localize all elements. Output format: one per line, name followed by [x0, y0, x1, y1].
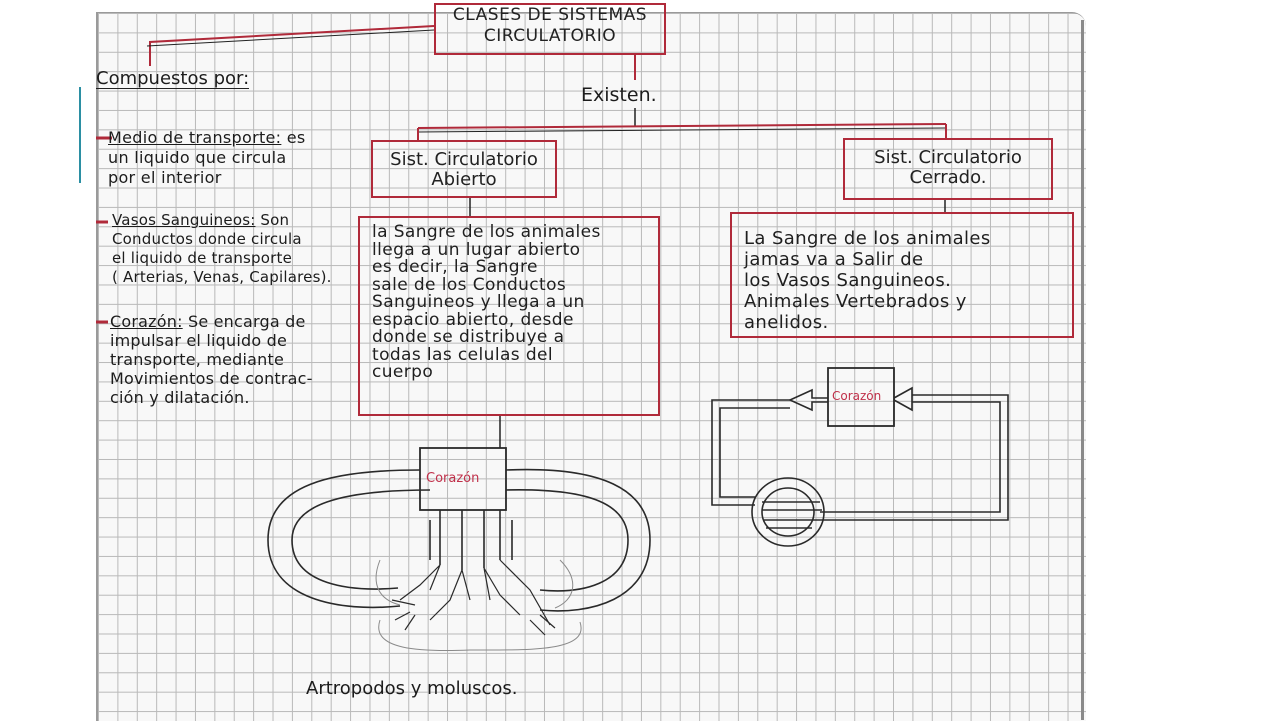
corazon-line-3: Movimientos de contrac- — [110, 369, 313, 388]
diagram-title — [434, 3, 666, 55]
abierto-desc-line-5: Sanguineos y llega a un — [372, 292, 585, 312]
abierto-desc-line-6: espacio abierto, desde — [372, 309, 574, 330]
cerrado-desc-line-5: anelidos. — [744, 312, 829, 333]
corazon-item — [110, 312, 313, 407]
abierto-desc-line-3: es decir, la Sangre — [372, 257, 538, 277]
abierto-label-line-1: Sist. Circulatorio — [390, 149, 538, 170]
abierto-desc-line-8: todas las celulas del — [372, 344, 554, 365]
corazon-line-4: ción y dilatación. — [110, 388, 250, 407]
corazon-line-2: transporte, mediante — [110, 350, 285, 369]
vasos-item — [112, 211, 332, 287]
cerrado-description — [730, 212, 1074, 338]
cerrado-label-box — [843, 138, 1053, 200]
cerrado-label-line-1: Sist. Circulatorio — [874, 147, 1022, 168]
cerrado-desc-line-3: los Vasos Sanguineos. — [744, 270, 952, 291]
abierto-desc-line-2: llega a un lugar abierto — [372, 239, 581, 260]
corazon-rest: Se encarga de — [182, 312, 306, 331]
title-line-1: CLASES DE SISTEMAS — [452, 5, 648, 25]
abierto-desc-line-4: sale de los Conductos — [372, 274, 567, 295]
cerrado-label-line-2: Cerrado. — [909, 167, 987, 188]
corazon-line-1: impulsar el liquido de — [110, 331, 288, 350]
closed-heart-label: Corazón — [832, 389, 882, 403]
abierto-label-box — [371, 140, 557, 198]
cerrado-desc-line-1: La Sangre de los animales — [744, 228, 991, 249]
cerrado-desc-line-4: Animales Vertebrados y — [744, 291, 967, 312]
abierto-desc-line-9: cuerpo — [372, 362, 434, 382]
vasos-line-1: Conductos donde circula — [112, 230, 302, 248]
vasos-line-3: ( Arterias, Venas, Capilares). — [112, 268, 332, 286]
vasos-line-2: el liquido de transporte — [112, 249, 293, 267]
abierto-desc-line-7: donde se distribuye a — [372, 327, 565, 347]
open-system-caption: Artropodos y moluscos. — [306, 678, 518, 699]
medio-line-1: un liquido que circula — [108, 148, 287, 167]
vasos-rest: Son — [255, 211, 290, 229]
abierto-label-line-2: Abierto — [431, 169, 497, 190]
cerrado-desc-line-2: jamas va a Salir de — [744, 249, 924, 270]
medio-rest: es — [281, 128, 306, 147]
medio-line-2: por el interior — [108, 168, 222, 187]
abierto-description — [358, 216, 660, 416]
medio-item — [108, 128, 306, 188]
abierto-desc-line-1: la Sangre de los animales — [372, 222, 601, 242]
compuestos-label: Compuestos por: — [96, 68, 250, 89]
medio-term: Medio de transporte: — [108, 128, 282, 147]
vasos-term: Vasos Sanguineos: — [112, 211, 256, 229]
corazon-term: Corazón: — [110, 312, 183, 331]
title-line-2: CIRCULATORIO — [483, 26, 617, 46]
existen-label: Existen. — [581, 84, 657, 106]
open-heart-label: Corazón — [426, 471, 480, 486]
